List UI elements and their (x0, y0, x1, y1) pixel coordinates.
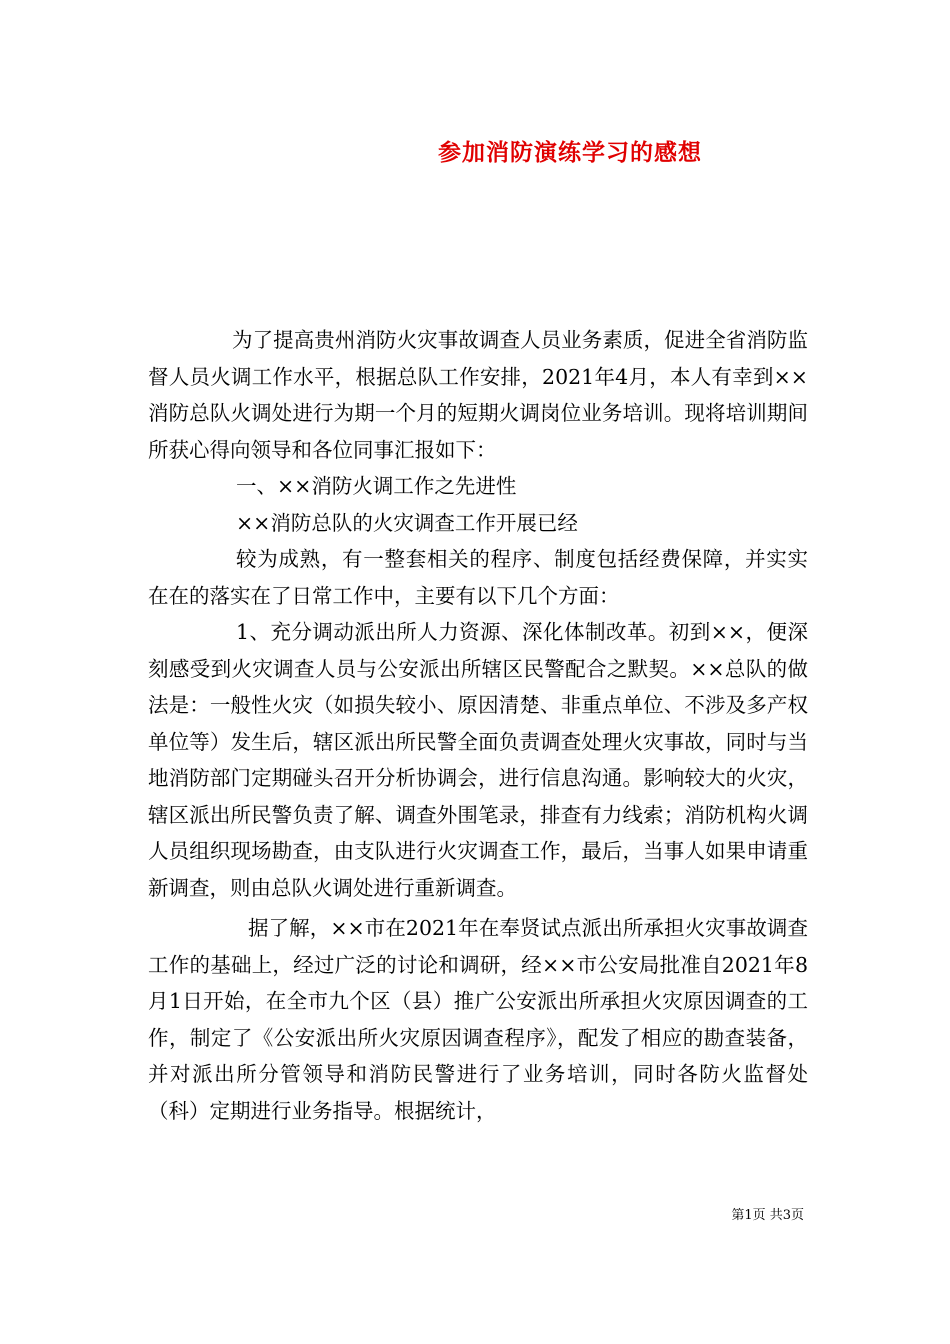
document-title: 参加消防演练学习的感想 (438, 139, 702, 166)
paragraph-point-1: 1、充分调动派出所人力资源、深化体制改革。初到××，便深刻感受到火灾调查人员与公安派出所辖区民警配合之默契。××总队的做法是：一般性火灾（如损失较小、原因清楚、非重点单位、不涉及多产权单位等）发生后，辖区派出所民警全面负责调查处理火灾事故，同时与当地消防部门定期碰头召开分析协调会，进行信息沟通。影响较大的火灾，辖区派出所民警负责了解、调查外围笔录，排查有力线索；消防机构火调人员组织现场勘查，由支队进行火灾调查工作，最后，当事人如果申请重新调查，则由总队火调处进行重新调查。 (148, 620, 808, 900)
page-footer: 第1页 共3页 (731, 1208, 804, 1223)
document-body (148, 322, 808, 1129)
paragraph-intro: 为了提高贵州消防火灾事故调查人员业务素质，促进全省消防监督人员火调工作水平，根据总队工作安排，2021年4月，本人有幸到××消防总队火调处进行为期一个月的短期火调岗位业务培训。现将培训期间所获心得向领导和各位同事汇报如下： (148, 328, 808, 462)
paragraph-section-continued: 较为成熟，有一整套相关的程序、制度包括经费保障，并实实在在的落实在了日常工作中，主要有以下几个方面： (148, 547, 808, 608)
paragraph-statistics: 据了解，××市在2021年在奉贤试点派出所承担火灾事故调查工作的基础上，经过广泛的讨论和调研，经××市公安局批准自2021年8月1日开始，在全市九个区（县）推广公安派出所承担火灾原因调查的工作，制定了《公安派出所火灾原因调查程序》，配发了相应的勘查装备，并对派出所分管领导和消防民警进行了业务培训，同时各防火监督处（科）定期进行业务指导。根据统计， (148, 916, 808, 1123)
paragraph-section-lead: ××消防总队的火灾调查工作开展已经 (236, 510, 578, 535)
section-heading-1: 一、××消防火调工作之先进性 (236, 474, 517, 498)
